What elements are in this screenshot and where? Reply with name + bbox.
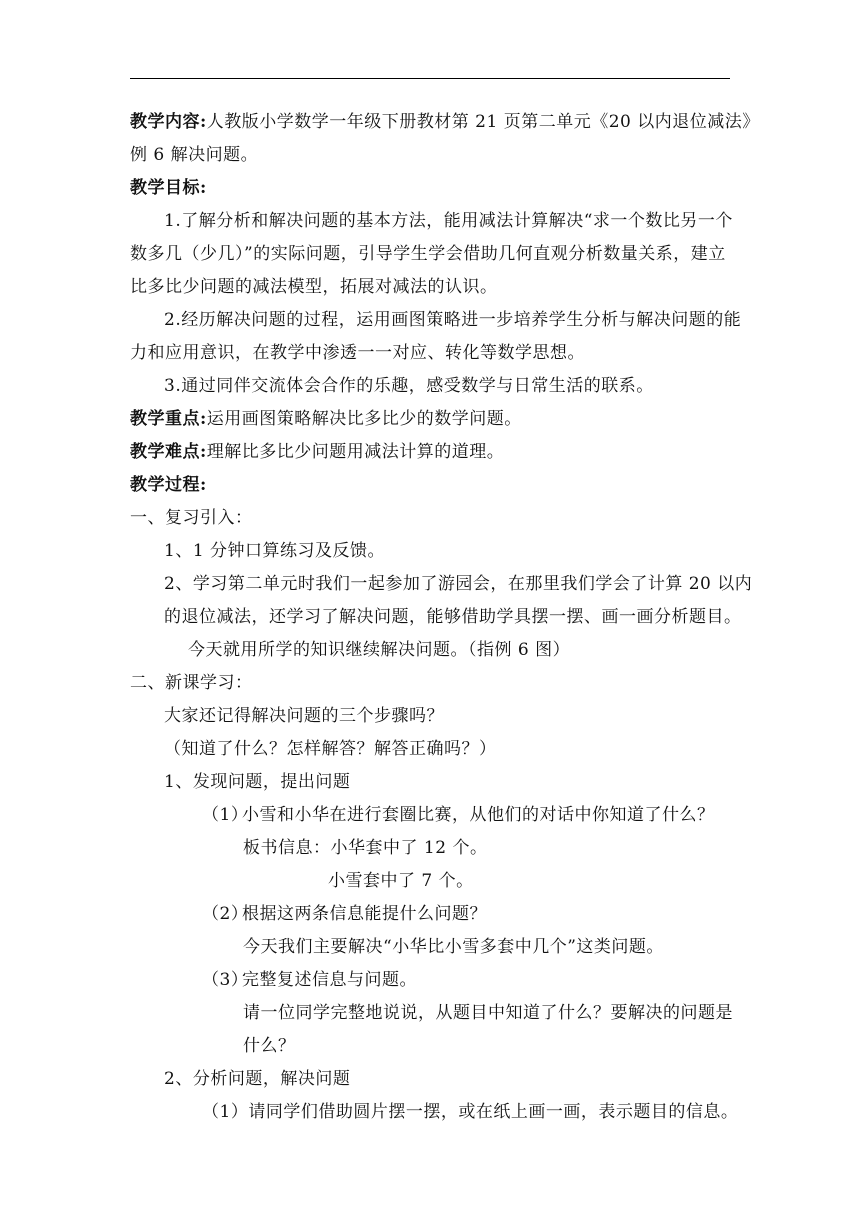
part-2-step-1: （1）请同学们借助圆片摆一摆，或在纸上画一画，表示题目的信息。 <box>202 1102 739 1122</box>
part-1-step-2 <box>130 898 734 931</box>
header-rule <box>130 78 730 79</box>
process-heading: 教学过程: <box>130 475 207 495</box>
part-1-step-1-text: 小雪和小华在进行套圈比赛，从他们的对话中你知道了什么？ <box>242 805 715 825</box>
part-2-title: 2、分析问题，解决问题 <box>164 1069 351 1089</box>
part-1-step-2-text: 根据这两条信息能提什么问题？ <box>242 904 487 924</box>
objective-3: 3.通过同伴交流体会合作的乐趣，感受数学与日常生活的联系。 <box>164 376 654 396</box>
section-1-item-2-line-3: 今天就用所学的知识继续解决问题。（指例 6 图） <box>188 640 571 660</box>
part-1-step-3-detail-line-2: 什么？ <box>243 1036 296 1056</box>
board-info-line-2: 小雪套中了 7 个。 <box>328 871 474 891</box>
content-line-1 <box>130 106 760 139</box>
key-point-label: 教学重点: <box>130 409 207 429</box>
key-point-text: 运用画图策略解决比多比少的数学问题。 <box>206 409 522 429</box>
objective-1-line-2: 数多几（少几）”的实际问题，引导学生学会借助几何直观分析数量关系，建立 <box>130 244 726 264</box>
key-point-line <box>130 403 734 436</box>
board-info-line-1: 板书信息：小华套中了 12 个。 <box>243 838 488 858</box>
content-text: 人教版小学数学一年级下册教材第 21 页第二单元《20 以内退位减法》 <box>206 112 760 132</box>
part-1-step-1-number: （1） <box>202 805 249 825</box>
content-line-2: 例 6 解决问题。 <box>130 145 259 165</box>
section-2-intro-line-1: 大家还记得解决问题的三个步骤吗？ <box>164 706 444 726</box>
part-1-step-3-number: （3） <box>202 970 249 990</box>
part-1-step-2-detail: 今天我们主要解决“小华比小雪多套中几个”这类问题。 <box>243 937 664 957</box>
section-1-item-2-line-1: 2、学习第二单元时我们一起参加了游园会，在那里我们学会了计算 20 以内 <box>164 574 753 594</box>
objective-2-line-2: 力和应用意识，在教学中渗透一一对应、转化等数学思想。 <box>130 343 585 363</box>
section-1-item-1: 1、1 分钟口算练习及反馈。 <box>164 541 386 561</box>
section-2-title: 二、新课学习： <box>130 673 253 693</box>
objective-1-line-1: 1.了解分析和解决问题的基本方法，能用减法计算解决“求一个数比另一个 <box>164 211 733 231</box>
lesson-plan-body <box>130 106 760 1129</box>
objective-2-line-1: 2.经历解决问题的过程，运用画图策略进一步培养学生分析与解决问题的能 <box>164 310 742 330</box>
section-1-item-2-line-2: 的退位减法，还学习了解决问题，能够借助学具摆一摆、画一画分析题目。 <box>164 607 742 627</box>
objective-1-line-3: 比多比少问题的减法模型，拓展对减法的认识。 <box>130 277 498 297</box>
difficulty-text: 理解比多比少问题用减法计算的道理。 <box>206 442 505 462</box>
part-1-step-3 <box>130 964 734 997</box>
part-1-step-3-detail-line-1: 请一位同学完整地说说，从题目中知道了什么？要解决的问题是 <box>243 1003 733 1023</box>
part-1-step-2-number: （2） <box>202 904 249 924</box>
part-1-step-3-text: 完整复述信息与问题。 <box>242 970 417 990</box>
section-1-title: 一、复习引入： <box>130 508 253 528</box>
content-label: 教学内容: <box>130 112 207 132</box>
part-1-step-1 <box>130 799 734 832</box>
section-2-intro-line-2: （知道了什么？怎样解答？解答正确吗？） <box>164 739 497 759</box>
difficulty-line <box>130 436 734 469</box>
part-1-title: 1、发现问题，提出问题 <box>164 772 351 792</box>
objectives-heading: 教学目标: <box>130 178 207 198</box>
difficulty-label: 教学难点: <box>130 442 207 462</box>
